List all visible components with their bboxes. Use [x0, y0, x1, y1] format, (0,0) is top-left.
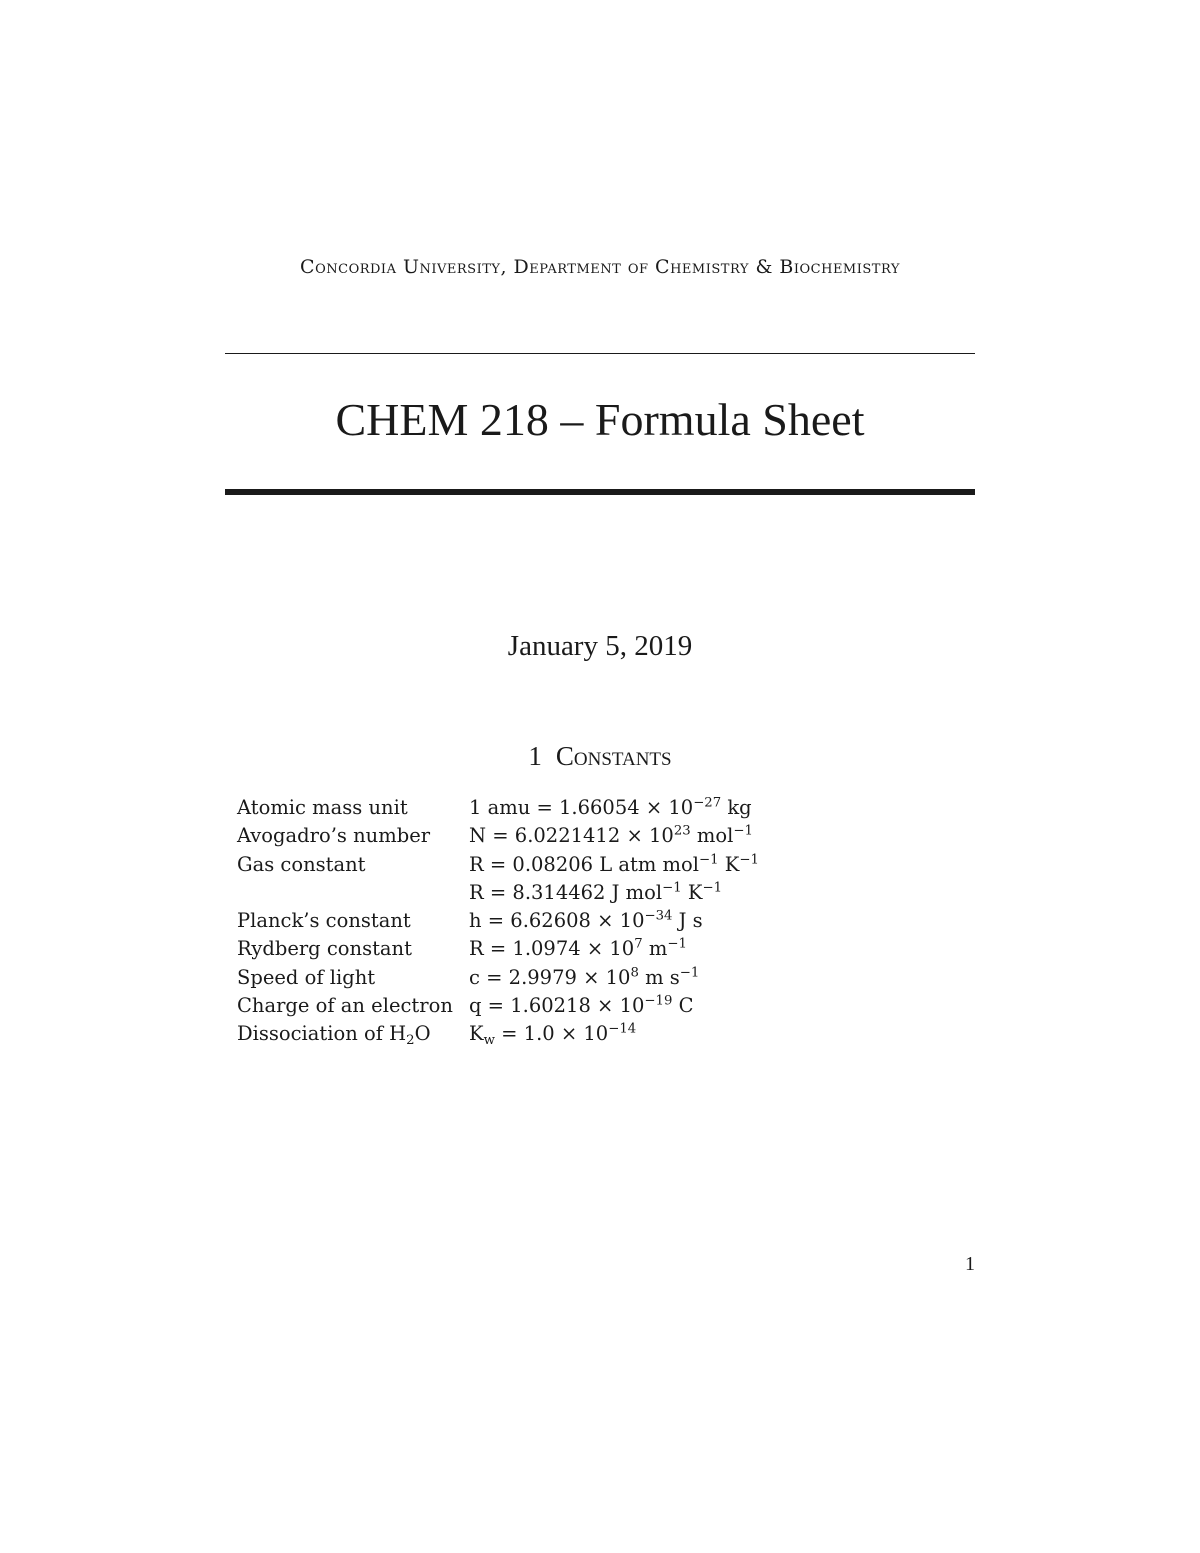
- constant-row: [237, 907, 759, 935]
- constant-row: [237, 879, 759, 907]
- page-title: CHEM 218 – Formula Sheet: [335, 394, 865, 445]
- title-top-rule: [225, 353, 975, 354]
- constant-label: Rydberg constant: [237, 937, 412, 961]
- constant-value: $K_w = 1.0 \times 10^{-14}$: [469, 1022, 637, 1049]
- constant-label: Planck’s constant: [237, 909, 411, 933]
- constant-label: Atomic mass unit: [237, 796, 408, 819]
- constant-value: 1 amu = $1.66054 \times 10^{-27}$ kg: [469, 795, 752, 819]
- constant-value: R = 0.08206 L atm mol$^{-1}$ $K^{-1}$: [469, 852, 759, 876]
- constant-label: Gas constant: [237, 852, 366, 876]
- constant-row: [237, 794, 759, 822]
- constant-value: $c = 2.9979 \times 10^8$ m $s^{-1}$: [469, 965, 700, 989]
- constant-label: Charge of an electron: [237, 994, 453, 1018]
- constant-value: $h = 6.62608 \times 10^{-34}$ J s: [469, 908, 703, 933]
- constant-value: $q = 1.60218 \times 10^{-19}$ C: [469, 993, 694, 1018]
- constants-table: [237, 794, 759, 1049]
- constant-row: [237, 992, 759, 1020]
- document-date: January 5, 2019: [507, 630, 693, 662]
- constant-label: Avogadro’s number: [237, 824, 431, 848]
- constant-value: $R = 1.0974 \times 10^7$ $m^{-1}$: [469, 937, 687, 961]
- constant-label: Speed of light: [237, 965, 376, 989]
- section-number: 1: [528, 741, 542, 771]
- constant-row: [237, 1020, 759, 1048]
- constant-label: Dissociation of $H_2O$: [237, 1022, 431, 1049]
- title-bottom-rule: [225, 489, 975, 495]
- constant-row: [237, 935, 759, 963]
- constant-value: $N = 6.0221412 \times 10^{23}$ mol$^{-1}$: [469, 824, 753, 848]
- constant-value: R = 8.314462 J mol$^{-1}$ $K^{-1}$: [469, 880, 723, 904]
- constant-row: [237, 964, 759, 992]
- constant-row: [237, 851, 759, 879]
- constant-row: [237, 822, 759, 850]
- institution-header: Concordia University, Department of Chemistry & Biochemistry: [300, 256, 900, 278]
- section-heading-constants: [0, 741, 1200, 772]
- section-title: Constants: [555, 741, 672, 771]
- page-number: 1: [965, 1253, 975, 1275]
